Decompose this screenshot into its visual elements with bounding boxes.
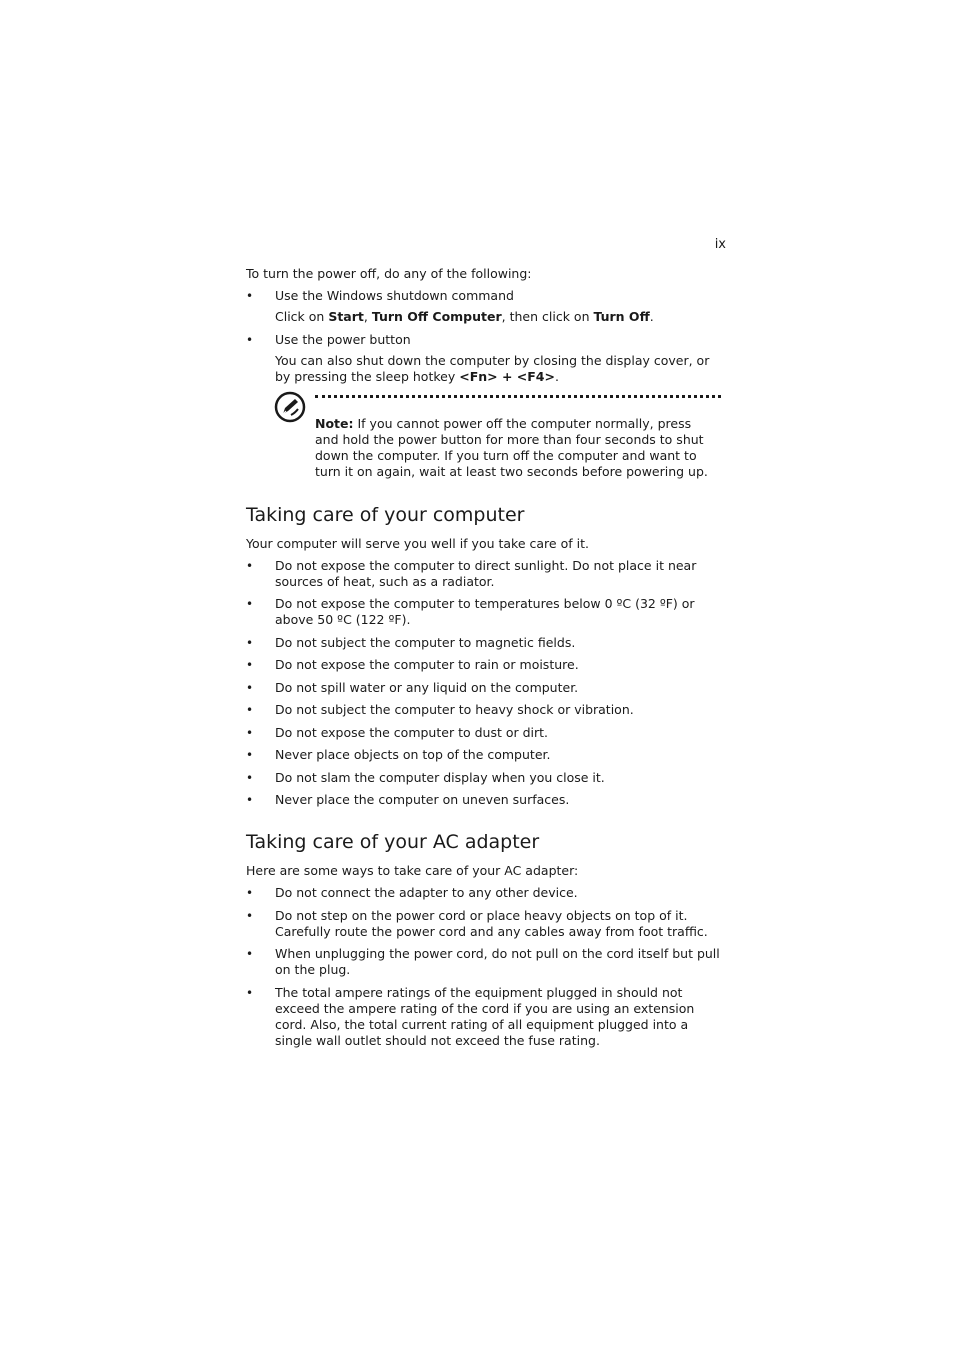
shutdown-instructions xyxy=(275,309,726,325)
note-block xyxy=(246,395,726,480)
list-item-text: Do not expose the computer to rain or moisture. xyxy=(275,657,579,672)
bullet: • xyxy=(246,558,254,573)
list-item-text: Do not expose the computer to dust or dirt. xyxy=(275,724,549,740)
text-run: . xyxy=(649,309,654,324)
bullet: • xyxy=(246,680,254,695)
list-item-text: Never place the computer on uneven surfaces. xyxy=(275,792,570,807)
bullet: • xyxy=(246,770,254,785)
computer-care-list xyxy=(246,558,726,809)
list-item xyxy=(246,635,726,651)
list-item xyxy=(246,946,726,978)
bullet: • xyxy=(246,985,254,1000)
list-item xyxy=(246,985,726,1049)
list-item-text: The total ampere ratings of the equipment plugged in should not exceed the ampere rating of the cord if you are using an extension cord. Also, the total current rating of all equipment plugged into a single wall outlet should not exceed the fuse rating. xyxy=(275,984,695,1048)
bullet: • xyxy=(246,289,254,303)
note-text xyxy=(315,416,715,480)
list-item xyxy=(246,596,726,628)
turn-off-computer-label: Turn Off Computer xyxy=(371,309,502,324)
bullet: • xyxy=(246,908,254,923)
turn-off-label: Turn Off xyxy=(593,309,650,324)
list-item xyxy=(246,332,726,385)
list-item-text: Do not expose the computer to temperatures below 0 ºC (32 ºF) or above 50 ºC (122 ºF). xyxy=(275,596,695,627)
text-run: If you cannot power off the computer normally, press and hold the power button for more than four seconds to shut down the computer. If you turn off the computer and want to turn it on again, wait at least two seconds before powering up. xyxy=(315,415,708,479)
list-item-text: When unplugging the power cord, do not pull on the cord itself but pull on the plug. xyxy=(275,946,720,977)
bullet: • xyxy=(246,886,254,900)
power-off-list xyxy=(246,288,726,385)
bullet: • xyxy=(246,597,254,611)
list-item-text: Do not subject the computer to heavy shock or vibration. xyxy=(275,702,634,717)
bullet: • xyxy=(246,703,254,717)
bullet: • xyxy=(246,748,254,762)
list-item-text: Never place objects on top of the computer. xyxy=(275,747,551,762)
note-label: Note: xyxy=(315,415,354,431)
power-off-intro: To turn the power off, do any of the following: xyxy=(246,266,532,281)
list-item xyxy=(246,702,726,718)
bullet: • xyxy=(246,332,254,347)
start-label: Start xyxy=(328,309,364,324)
section-intro-adapter: Here are some ways to take care of your AC adapter: xyxy=(246,863,579,878)
note-divider xyxy=(315,395,721,398)
list-item xyxy=(246,908,726,940)
text-run: , then click on xyxy=(501,309,594,324)
hotkey-label: <Fn> + <F4> xyxy=(459,368,555,384)
text-run: . xyxy=(554,368,559,384)
section-intro-computer: Your computer will serve you well if you take care of it. xyxy=(246,535,589,551)
bullet: • xyxy=(246,635,254,650)
bullet: • xyxy=(246,947,254,961)
list-item xyxy=(246,680,726,696)
list-item xyxy=(246,288,726,325)
document-body xyxy=(246,266,726,1055)
text-run: , xyxy=(363,309,372,324)
power-button-instructions xyxy=(275,353,726,385)
list-item-text: Do not expose the computer to direct sunlight. Do not place it near sources of heat, such as a radiator. xyxy=(275,557,697,589)
section-heading-adapter: Taking care of your AC adapter xyxy=(246,831,540,853)
list-item-text: Do not connect the adapter to any other device. xyxy=(275,885,578,900)
bullet: • xyxy=(246,793,254,807)
list-item-text: Do not subject the computer to magnetic fields. xyxy=(275,634,576,650)
list-item xyxy=(246,657,726,673)
bullet: • xyxy=(246,725,254,740)
list-item xyxy=(246,558,726,590)
list-item-text: Do not step on the power cord or place heavy objects on top of it. Carefully route the power cord and any cables away from foot traffic. xyxy=(275,907,708,939)
text-run: You can also shut down the computer by closing the display cover, or by pressing the sleep hotkey xyxy=(275,352,710,384)
adapter-care-list xyxy=(246,885,726,1049)
list-item-title: Use the Windows shutdown command xyxy=(275,288,514,303)
list-item xyxy=(246,770,726,786)
list-item-text: Do not spill water or any liquid on the computer. xyxy=(275,679,579,695)
bullet: • xyxy=(246,658,254,672)
list-item xyxy=(246,725,726,741)
list-item-title: Use the power button xyxy=(275,331,411,347)
text-run: Click on xyxy=(275,309,329,324)
list-item-text: Do not slam the computer display when you close it. xyxy=(275,769,605,785)
list-item xyxy=(246,885,726,901)
note-pen-icon xyxy=(274,391,306,423)
page-number: ix xyxy=(714,237,726,252)
list-item xyxy=(246,747,726,763)
section-heading-computer: Taking care of your computer xyxy=(246,503,525,526)
list-item xyxy=(246,792,726,808)
